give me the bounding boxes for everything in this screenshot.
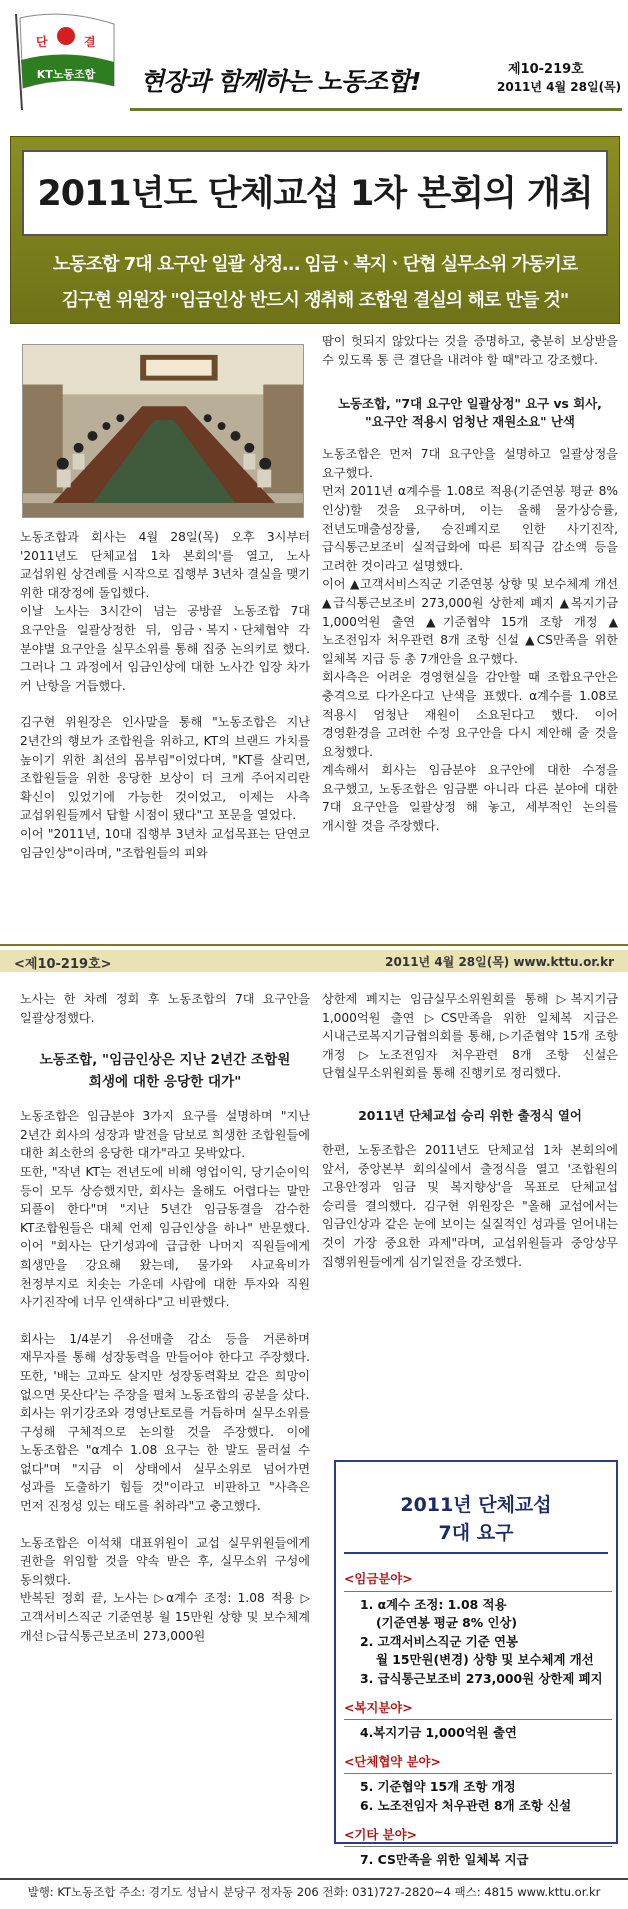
paragraph: 김구현 위원장은 인사말을 통해 "노동조합은 지난 2년간의 행보가 조합원을 위하고, KT의 브랜드 가치를 높이기 위한 최선의 몸부림"이었다며, "KT를 살리면, 조합원들을 위한 응당한 보상이 더 크게 주어지리란 확신이 있었기에 가능한 것이었고, 이제는 사측 교섭위원들께서 답할 시점이 됐다"고 포문을 열었다. bbox=[20, 715, 310, 823]
paragraph: 회사는 위기강조와 경영난토로를 거듭하며 실무소위를 구성해 구체적으로 논의할 것을 주장했다. 이에 노동조합은 "α계수 1.08 요구는 한 발도 물러설 수 없다"며 "지금 이 상태에서 실무소위로 넘어가면 성과를 도출하기 힘들 것"이라고 비판하고 "사측은 먼저 진정성 있는 태도를 취하라"고 충고했다. bbox=[20, 1406, 310, 1514]
article-title: 2011년도 단체교섭 1차 본회의 개최 bbox=[37, 174, 593, 214]
paragraph: 계속해서 회사는 임금분야 요구안에 대한 수정을 요구했고, 노동조합은 임금뿐 아니라 다른 분야에 대한 7대 요구안을 일괄상정 해 놓고, 세부적인 논의를 개시할 것을 주장했다. bbox=[322, 763, 618, 834]
paragraph: 이날 노사는 3시간이 넘는 공방끝 노동조합 7대 요구안을 일괄상정한 뒤, 임금ㆍ복지ㆍ단체협약 각 분야별 요구안을 실무소위를 통해 집중 논의키로 했다. 그러나 그 과정에서 임금인상에 대한 노사간 입장 차가 커 난항을 거듭했다. bbox=[20, 604, 310, 693]
paragraph: 노사는 한 차례 정회 후 노동조합의 7대 요구안을 일괄상정했다. bbox=[20, 992, 310, 1025]
band-date-site: 2011년 4월 28일(목) www.kttu.or.kr bbox=[385, 955, 614, 969]
demand-section-label: <복지분야> bbox=[344, 1699, 413, 1715]
section-rule bbox=[344, 1773, 612, 1774]
section-heading: 노동조합, "임금인상은 지난 2년간 조합원 희생에 대한 응당한 대가" bbox=[39, 1052, 291, 1091]
demand-item: 5. 기준협약 15개 조항 개정 bbox=[360, 1779, 516, 1795]
paragraph: 땀이 헛되지 않았다는 것을 증명하고, 충분히 보상받을 수 있도록 통 큰 결단을 내려야 할 때"라고 강조했다. bbox=[322, 334, 618, 367]
page2-right-column bbox=[322, 990, 618, 1271]
paragraph: 이어 "2011년, 10대 집행부 3년차 교섭목표는 단연코 임금인상"이라며, "조합원들의 피와 bbox=[20, 826, 310, 860]
demand-item: 7. CS만족을 위한 일체복 지급 bbox=[360, 1852, 529, 1868]
svg-text:단: 단 bbox=[36, 35, 48, 49]
demands-title-line1: 2011년 단체교섭 bbox=[400, 1494, 552, 1516]
paragraph: 또한, "작년 KT는 전년도에 비해 영업이익, 당기순이익 등이 모두 상승했지만, 회사는 올해도 어렵다는 말만 되풀이 한다"며 "지난 5년간 임금동결을 감수한 KT조합원들은 대체 언제 임금인상을 하나" 반문했다. 이어 "회사는 단기성과에 급급한 나머지 직원들에게 희생만을 강요해 왔는데, 물가와 사교육비가 천정부지로 치솟는 가운데 사람에 대한 투자와 직원 사기진작에 너무 인색하다"고 비판했다. bbox=[20, 1164, 310, 1310]
slogan: 현장과 함께하는 노동조합! bbox=[140, 67, 421, 96]
page-divider bbox=[0, 944, 628, 946]
paragraph: 반복된 정회 끝, 노사는 ▷α계수 조정: 1.08 적용 ▷고객서비스직군 기준연봉 월 15만원 상향 및 보수체계 개선 ▷급식통근보조비 273,000원 bbox=[20, 1591, 310, 1643]
section-rule bbox=[344, 1591, 612, 1592]
demand-item-detail: (기준연봉 평균 8% 인상) bbox=[376, 1615, 518, 1631]
union-logo-flag bbox=[8, 8, 120, 112]
band-issue-number: <제10-219호> bbox=[14, 957, 112, 972]
paragraph: 노동조합은 임금분야 3가지 요구를 설명하며 "지난 2년간 회사의 성장과 발전을 담보로 희생한 조합원들에 대한 최소한의 응당한 대가"라고 못박았다. bbox=[20, 1109, 311, 1161]
demands-divider bbox=[344, 1552, 608, 1554]
svg-text:결: 결 bbox=[84, 35, 96, 49]
section-heading: 2011년 단체교섭 승리 위한 출정식 열어 bbox=[358, 1107, 582, 1123]
footer-divider bbox=[0, 1878, 628, 1880]
page1-right-column bbox=[322, 332, 618, 836]
paragraph: 회사측은 어려운 경영현실을 감안할 때 조합요구안은 충격으로 다가온다고 난색을 표했다. α계수를 1.08로 적용시 엄청난 재원이 소요된다고 했다. 이어 경영환경을 고려한 수정 요구안을 다시 제안해 줄 것을 요청했다. bbox=[322, 670, 618, 759]
paragraph: 상한제 폐지는 임금실무소위원회를 통해 ▷복지기금 1,000억원 출연 ▷CS만족을 위한 일체복 지급은 시내근로복지기금협의회를 통해, ▷기준협약 15개 조항 개정 ▷노조전임자 처우관련 8개 조항 신설은 단협실무소위원회를 통해 진행키로 정리했다. bbox=[322, 992, 618, 1081]
header-divider bbox=[130, 108, 622, 111]
paragraph: 노동조합은 먼저 7대 요구안을 설명하고 일괄상정을 요구했다. bbox=[322, 447, 618, 480]
demand-section-label: <단체협약 분야> bbox=[344, 1753, 441, 1769]
demand-section-label: <임금분야> bbox=[344, 1571, 413, 1586]
issue-number: 제10-219호 bbox=[508, 62, 584, 77]
paragraph: 한편, 노동조합은 2011년도 단체교섭 1차 본회의에 앞서, 중앙본부 회의실에서 출정식을 열고 '조합원의 고용안정과 임금 및 복지향상'을 목표로 단체교섭 승리를 결의했다. 김구현 위원장은 "올해 교섭에서는 임금인상과 같은 눈에 보이는 실질적인 성과를 얻어내는 것이 가장 중요한 과제"라며, 교섭위원들과 중앙상무 집행위원들에게 심기일전을 강조했다. bbox=[322, 1142, 618, 1269]
issue-date: 2011년 4월 28일(목) bbox=[497, 80, 622, 94]
meeting-photo bbox=[22, 344, 304, 518]
demand-section-label: <기타 분야> bbox=[344, 1826, 417, 1842]
demand-item: 1. α계수 조정: 1.08 적용 bbox=[360, 1596, 507, 1612]
demands-title-line2: 7대 요구 bbox=[438, 1522, 514, 1544]
footer-info: 발행: KT노동조합 주소: 경기도 성남시 분당구 정자동 206 전화: 031)727-2820~4 팩스: 4815 www.kttu.or.kr bbox=[27, 1885, 601, 1899]
article-subtitle-1: 노동조합 7대 요구안 일괄 상정… 임금ㆍ복지ㆍ단협 실무소위 가동키로 bbox=[52, 254, 578, 275]
section-rule bbox=[344, 1846, 612, 1847]
logo-text: KT노동조합 bbox=[36, 68, 96, 81]
page2-left-column bbox=[20, 990, 310, 1645]
demand-item: 4.복지기금 1,000억원 출연 bbox=[360, 1725, 517, 1741]
demand-item: 3. 급식통근보조비 273,000원 상한제 폐지 bbox=[360, 1670, 603, 1686]
demands-list bbox=[344, 1560, 612, 1870]
paragraph: 회사는 1/4분기 유선매출 감소 등을 거론하며 재무자를 통해 성장동력을 만들어야 한다고 주장했다. 또한, '배는 고파도 살지만 성장동력확보 같은 희망이 없으면 못산다'는 주장을 펼쳐 노동조합의 공분을 샀다. bbox=[20, 1331, 310, 1402]
demand-item: 2. 고객서비스직군 기준 연봉 bbox=[360, 1633, 518, 1649]
section-heading: 노동조합, "7대 요구안 일괄상정" 요구 vs 회사, "요구안 적용시 엄청난 재원소요" 난색 bbox=[338, 396, 602, 430]
article-subtitle-2: 김구현 위원장 "임금인상 반드시 쟁취해 조합원 결실의 해로 만들 것" bbox=[61, 290, 569, 311]
page1-left-column bbox=[20, 528, 310, 862]
paragraph: 먼저 2011년 α계수를 1.08로 적용(기준연봉 평균 8% 인상)할 것을 요구하며, 이는 올해 물가상승률, 전년도매출성장률, 승진폐지로 인한 사기진작, 급식통근보조비 실적급화에 따른 퇴직금 감소액 등을 고려한 것이라고 설명했다. bbox=[322, 484, 618, 573]
paragraph: 이어 ▲고객서비스직군 기준연봉 상향 및 보수체계 개선 ▲급식통근보조비 273,000원 상한제 폐지 ▲복지기금 1,000억원 출연 ▲기준협약 15개 조항 개정 ▲노조전임자 처우관련 8개 조항 신설 ▲CS만족을 위한 일체복 지급 등 총 7개안을 요구했다. bbox=[322, 577, 618, 666]
demand-item: 6. 노조전임자 처우관련 8개 조항 신설 bbox=[360, 1797, 572, 1813]
section-rule bbox=[344, 1719, 612, 1720]
demand-item-detail: 월 15만원(변경) 상향 및 보수체계 개선 bbox=[376, 1652, 594, 1668]
paragraph: 노동조합과 회사는 4월 28일(목) 오후 3시부터 '2011년도 단체교섭 1차 본회의'를 열고, 노사 교섭위원 상견례를 시작으로 집행부 3년차 결실을 맺기 위한 대장정에 돌입했다. bbox=[20, 530, 311, 600]
paragraph: 노동조합은 이석채 대표위원이 교섭 실무위원들에게 권한을 위임할 것을 약속 받은 후, 실무소위 구성에 동의했다. bbox=[20, 1535, 310, 1587]
